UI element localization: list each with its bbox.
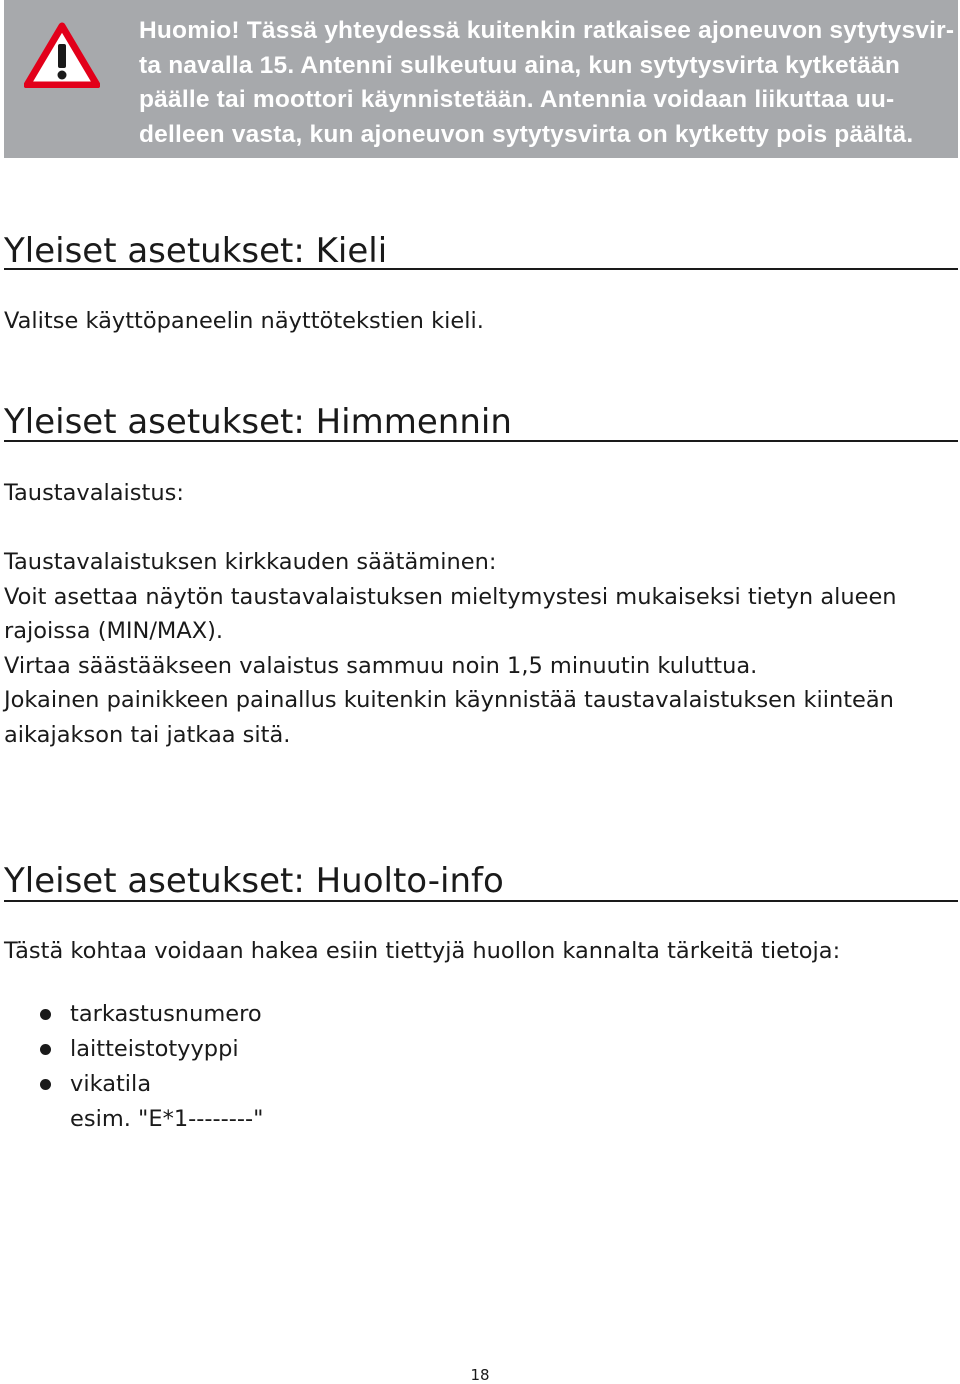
- dimmer-description: [4, 545, 958, 752]
- section-language: [4, 231, 958, 271]
- section-paragraph: [4, 545, 958, 752]
- service-info-description: [4, 934, 958, 969]
- service-info-list: [40, 997, 262, 1102]
- paragraph-line: Virtaa säästääkseen valaistus sammuu noin 1,5 minuutin kuluttua.: [4, 652, 758, 679]
- page-number: 18: [470, 1366, 490, 1384]
- warning-line: päälle tai moottori käynnistetään. Antennia voidaan liikuttaa uu-: [139, 86, 895, 113]
- warning-triangle-icon: [24, 22, 100, 88]
- warning-line: delleen vasta, kun ajoneuvon sytytysvirta on kytketty pois päältä.: [139, 120, 914, 148]
- bullet-icon: [40, 1079, 51, 1090]
- warning-box: [4, 0, 958, 158]
- section-service-info: [4, 861, 958, 901]
- list-item-label: vikatila: [70, 1071, 152, 1097]
- language-description: [4, 304, 958, 339]
- section-dimmer: [4, 402, 958, 442]
- paragraph-line: aikajakson tai jatkaa sitä.: [4, 721, 291, 748]
- dimmer-intro: [4, 476, 958, 511]
- list-item: [40, 1032, 262, 1067]
- section-heading: Yleiset asetukset: Huolto-info: [4, 861, 504, 901]
- section-subtitle: Taustavalaistus:: [4, 480, 184, 506]
- heading-rule: [4, 440, 958, 442]
- section-heading: Yleiset asetukset: Himmennin: [4, 402, 512, 442]
- section-text: Tästä kohtaa voidaan hakea esiin tiettyjä huollon kannalta tärkeitä tietoja:: [4, 938, 841, 964]
- paragraph-line: rajoissa (MIN/MAX).: [4, 618, 224, 644]
- warning-line: Huomio! Tässä yhteydessä kuitenkin ratkaisee ajoneuvon sytytysvir-: [139, 17, 955, 44]
- list-item-label: laitteistotyyppi: [70, 1036, 239, 1062]
- heading-rule: [4, 268, 958, 270]
- warning-line: ta navalla 15. Antenni sulkeutuu aina, kun sytytysvirta kytketään: [139, 51, 900, 79]
- example-code: esim. "E*1--------": [70, 1106, 264, 1132]
- list-item: [40, 1067, 262, 1102]
- paragraph-line: Voit asettaa näytön taustavalaistuksen mieltymystesi mukaiseksi tietyn alueen: [4, 583, 897, 610]
- list-item-label: tarkastusnumero: [70, 1001, 262, 1027]
- warning-text: [139, 14, 954, 152]
- bullet-icon: [40, 1009, 51, 1020]
- section-text: Valitse käyttöpaneelin näyttötekstien kieli.: [4, 308, 484, 334]
- paragraph-line: Taustavalaistuksen kirkkauden säätäminen:: [4, 549, 497, 575]
- section-heading: Yleiset asetukset: Kieli: [4, 231, 388, 271]
- bullet-icon: [40, 1044, 51, 1055]
- list-item: [40, 997, 262, 1032]
- paragraph-line: Jokainen painikkeen painallus kuitenkin käynnistää taustavalaistuksen kiinteän: [4, 687, 894, 713]
- heading-rule: [4, 900, 958, 902]
